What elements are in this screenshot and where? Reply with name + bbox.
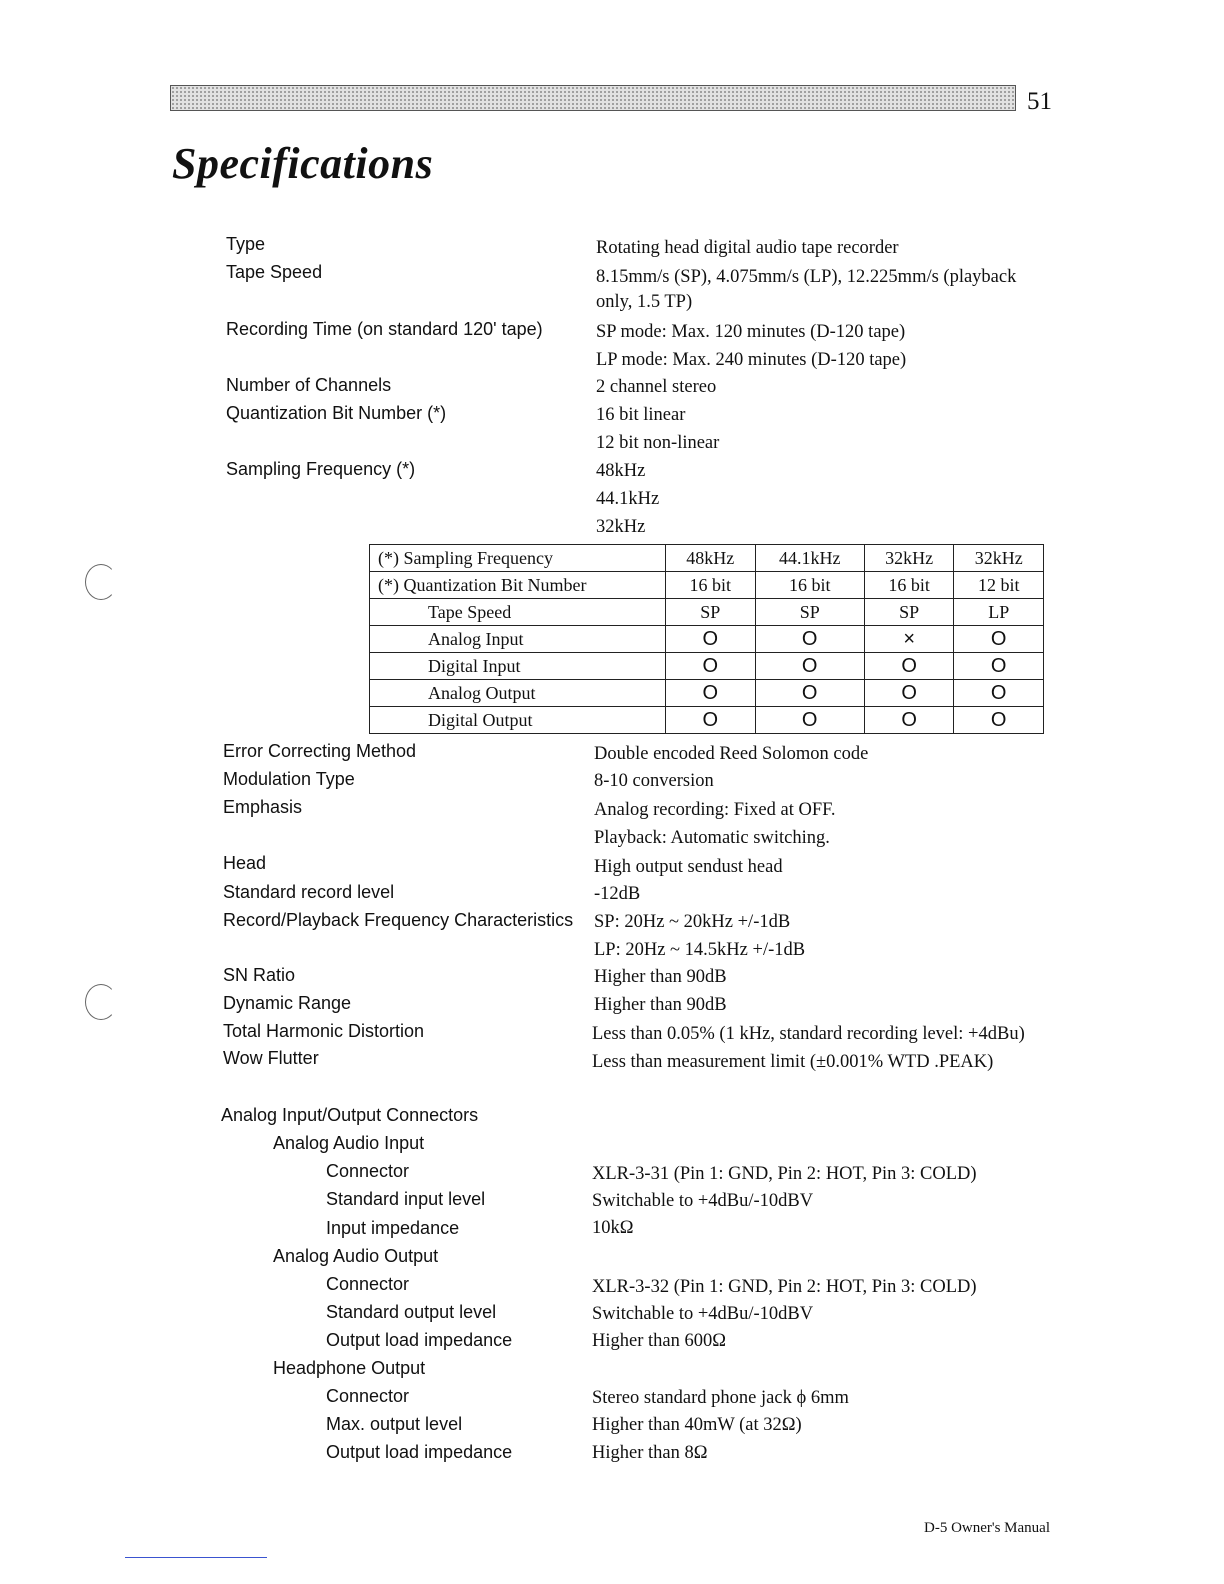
table-cell: 16 bit — [864, 572, 954, 599]
footer-rule — [125, 1557, 267, 1558]
table-cell: 12 bit — [954, 572, 1044, 599]
spec-value-sampling-32: 32kHz — [596, 517, 646, 537]
table-cell-mark: O — [666, 653, 756, 680]
spec-value-frequency-lp: LP: 20Hz ~ 14.5kHz +/-1dB — [594, 940, 806, 960]
spec-value-thd: Less than 0.05% (1 kHz, standard recording level: +4dBu) — [592, 1024, 1025, 1044]
table-cell-mark: O — [666, 626, 756, 653]
connectors-heading: Analog Input/Output Connectors — [221, 1105, 479, 1125]
spec-label-head: Head — [223, 853, 267, 873]
table-cell: 16 bit — [755, 572, 864, 599]
table-cell-mark: O — [755, 626, 864, 653]
table-row — [370, 707, 1044, 734]
table-cell-mark: O — [864, 680, 954, 707]
table-cell: 32kHz — [954, 545, 1044, 572]
table-row-label: Digital Input — [370, 653, 666, 680]
spec-value-tape-speed: 8.15mm/s (SP), 4.075mm/s (LP), 12.225mm/s (playback — [596, 267, 1017, 287]
analog-input-connector-label: Connector — [326, 1161, 410, 1181]
table-cell: 44.1kHz — [755, 545, 864, 572]
spec-value-wow-flutter: Less than measurement limit (±0.001% WTD .PEAK) — [592, 1052, 994, 1072]
spec-value-head: High output sendust head — [594, 857, 783, 877]
headphone-connector-label: Connector — [326, 1386, 410, 1406]
spec-label-sampling: Sampling Frequency (*) — [226, 459, 416, 479]
spec-label-dynamic-range: Dynamic Range — [223, 993, 352, 1013]
analog-input-level-label: Standard input level — [326, 1189, 486, 1209]
spec-value-quantization-12: 12 bit non-linear — [596, 433, 720, 453]
table-cell-mark: O — [864, 653, 954, 680]
spec-value-record-level: -12dB — [594, 884, 641, 904]
spec-value-sampling-441: 44.1kHz — [596, 489, 660, 509]
table-cell: SP — [755, 599, 864, 626]
table-row-label: (*) Sampling Frequency — [370, 545, 666, 572]
spec-value-sampling-48: 48kHz — [596, 461, 646, 481]
mode-compatibility-table — [369, 544, 1044, 734]
spec-value-error-correcting: Double encoded Reed Solomon code — [594, 744, 869, 764]
spec-value-tape-speed-cont: only, 1.5 TP) — [596, 292, 693, 312]
table-row-label: (*) Quantization Bit Number — [370, 572, 666, 599]
spec-value-type: Rotating head digital audio tape recorder — [596, 238, 899, 258]
spec-label-emphasis: Emphasis — [223, 797, 303, 817]
table-row-label: Digital Output — [370, 707, 666, 734]
table-row-label: Analog Output — [370, 680, 666, 707]
spec-label-tape-speed: Tape Speed — [226, 262, 323, 282]
table-cell: 48kHz — [666, 545, 756, 572]
spec-label-type: Type — [226, 234, 266, 254]
analog-output-level-label: Standard output level — [326, 1302, 497, 1322]
spec-value-emphasis-recording: Analog recording: Fixed at OFF. — [594, 800, 836, 820]
table-row — [370, 599, 1044, 626]
analog-output-title: Analog Audio Output — [273, 1246, 439, 1266]
table-row — [370, 680, 1044, 707]
spec-value-emphasis-playback: Playback: Automatic switching. — [594, 828, 830, 848]
table-row — [370, 545, 1044, 572]
table-cell-mark: × — [864, 626, 954, 653]
table-cell-mark: O — [954, 653, 1044, 680]
table-cell-mark: O — [755, 653, 864, 680]
spec-label-frequency-characteristics: Record/Playback Frequency Characteristics — [223, 910, 574, 930]
analog-input-title: Analog Audio Input — [273, 1133, 425, 1153]
spec-value-recording-time-lp: LP mode: Max. 240 minutes (D-120 tape) — [596, 350, 907, 370]
table-cell: SP — [864, 599, 954, 626]
analog-output-connector-label: Connector — [326, 1274, 410, 1294]
spec-label-thd: Total Harmonic Distortion — [223, 1021, 425, 1041]
table-cell: 32kHz — [864, 545, 954, 572]
header-pattern-bar — [170, 85, 1016, 111]
analog-output-level-value: Switchable to +4dBu/-10dBV — [592, 1304, 814, 1324]
spec-value-quantization-16: 16 bit linear — [596, 405, 686, 425]
spec-value-frequency-sp: SP: 20Hz ~ 20kHz +/-1dB — [594, 912, 791, 932]
table-cell-mark: O — [666, 680, 756, 707]
page-title: Specifications — [172, 139, 434, 188]
analog-input-impedance-label: Input impedance — [326, 1218, 460, 1238]
punch-hole-mark — [85, 564, 117, 600]
table-cell-mark: O — [864, 707, 954, 734]
table-row — [370, 572, 1044, 599]
table-cell-mark: O — [755, 680, 864, 707]
headphone-level-value: Higher than 40mW (at 32Ω) — [592, 1415, 802, 1435]
spec-value-sn-ratio: Higher than 90dB — [594, 967, 727, 987]
page-number: 51 — [1027, 88, 1052, 115]
spec-label-wow-flutter: Wow Flutter — [223, 1048, 319, 1068]
headphone-title: Headphone Output — [273, 1358, 426, 1378]
table-cell-mark: O — [666, 707, 756, 734]
headphone-impedance-value: Higher than 8Ω — [592, 1443, 708, 1463]
table-cell-mark: O — [954, 626, 1044, 653]
spec-label-channels: Number of Channels — [226, 375, 392, 395]
analog-input-impedance-value: 10kΩ — [592, 1218, 634, 1238]
table-cell-mark: O — [954, 707, 1044, 734]
headphone-connector-value: Stereo standard phone jack ϕ 6mm — [592, 1388, 849, 1408]
table-cell: LP — [954, 599, 1044, 626]
spec-label-sn-ratio: SN Ratio — [223, 965, 296, 985]
spec-value-channels: 2 channel stereo — [596, 377, 717, 397]
table-row-label: Tape Speed — [370, 599, 666, 626]
table-row — [370, 653, 1044, 680]
headphone-impedance-label: Output load impedance — [326, 1442, 513, 1462]
spec-value-recording-time-sp: SP mode: Max. 120 minutes (D-120 tape) — [596, 322, 906, 342]
punch-hole-mark — [85, 984, 117, 1020]
spec-label-quantization: Quantization Bit Number (*) — [226, 403, 447, 423]
spec-value-dynamic-range: Higher than 90dB — [594, 995, 727, 1015]
analog-input-level-value: Switchable to +4dBu/-10dBV — [592, 1191, 814, 1211]
footer-manual-name: D-5 Owner's Manual — [924, 1520, 1051, 1536]
analog-output-connector-value: XLR-3-32 (Pin 1: GND, Pin 2: HOT, Pin 3: COLD) — [592, 1277, 977, 1297]
table-row-label: Analog Input — [370, 626, 666, 653]
analog-output-impedance-value: Higher than 600Ω — [592, 1331, 726, 1351]
table-cell: SP — [666, 599, 756, 626]
spec-label-record-level: Standard record level — [223, 882, 395, 902]
spec-label-modulation: Modulation Type — [223, 769, 355, 789]
table-cell-mark: O — [755, 707, 864, 734]
analog-input-connector-value: XLR-3-31 (Pin 1: GND, Pin 2: HOT, Pin 3: COLD) — [592, 1164, 977, 1184]
headphone-level-label: Max. output level — [326, 1414, 463, 1434]
spec-label-recording-time: Recording Time (on standard 120' tape) — [226, 319, 543, 339]
analog-output-impedance-label: Output load impedance — [326, 1330, 513, 1350]
spec-value-modulation: 8-10 conversion — [594, 771, 714, 791]
table-row — [370, 626, 1044, 653]
table-cell: 16 bit — [666, 572, 756, 599]
table-cell-mark: O — [954, 680, 1044, 707]
spec-label-error-correcting: Error Correcting Method — [223, 741, 417, 761]
